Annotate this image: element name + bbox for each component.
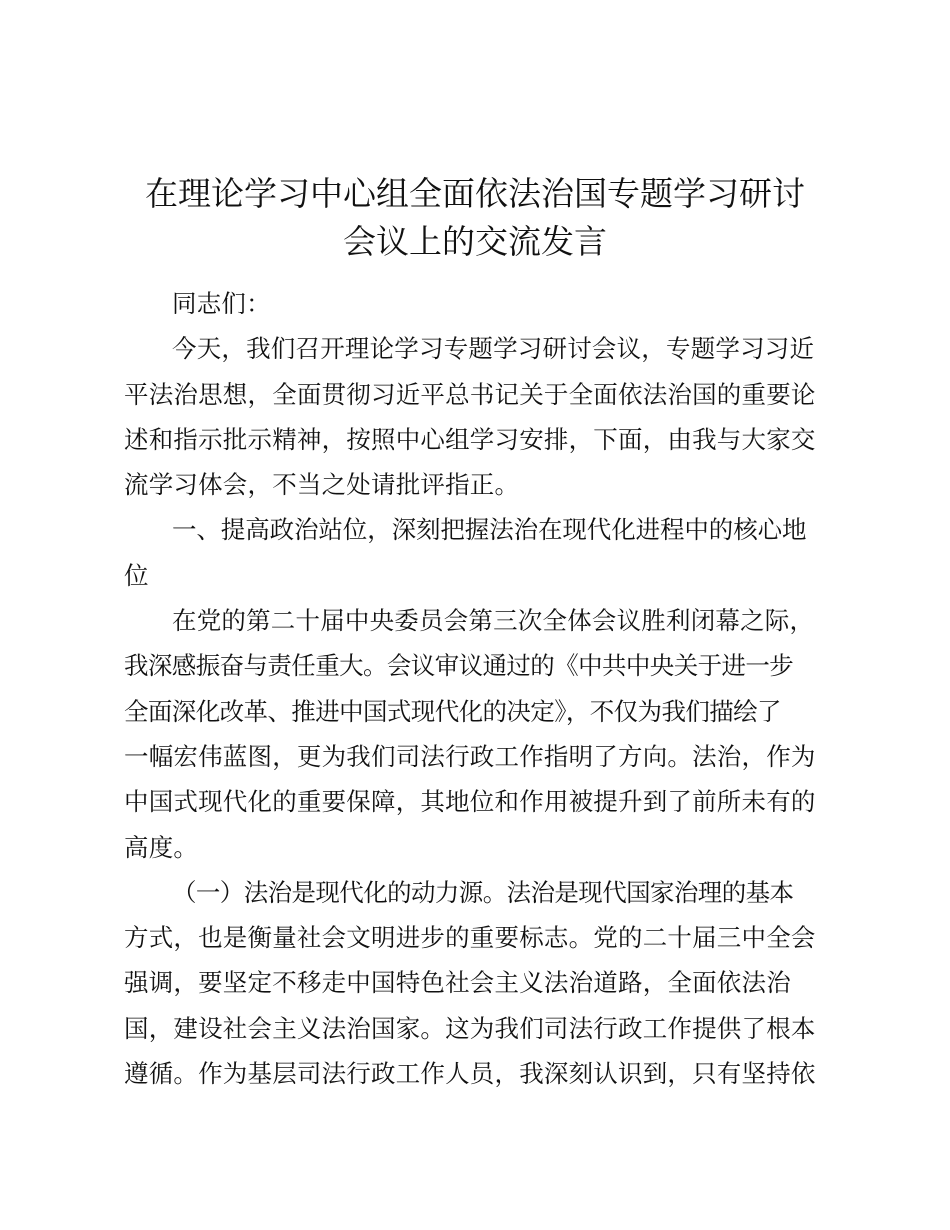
- paragraph-line: 方式，也是衡量社会文明进步的重要标志。党的二十届三中全会: [124, 923, 816, 953]
- paragraph-line: 我深感振奋与责任重大。会议审议通过的《中共中央关于进一步: [124, 651, 794, 681]
- document-title: 在理论学习中心组全面依法治国专题学习研讨: [145, 174, 805, 213]
- paragraph-line: 遵循。作为基层司法行政工作人员，我深刻认识到，只有坚持依: [124, 1059, 816, 1089]
- paragraph-line: 强调，要坚定不移走中国特色社会主义法治道路，全面依法治: [124, 968, 791, 998]
- salutation: 同志们：: [172, 289, 271, 318]
- paragraph-line: 今天，我们召开理论学习专题学习研讨会议，专题学习习近: [172, 334, 815, 364]
- document-title-continued: 会议上的交流发言: [343, 222, 607, 261]
- section-heading-continued: 位: [124, 560, 149, 590]
- paragraph-line: 国，建设社会主义法治国家。这为我们司法行政工作提供了根本: [124, 1013, 816, 1043]
- document-body: [124, 281, 824, 1096]
- paragraph-line: 述和指示批示精神，按照中心组学习安排，下面，由我与大家交: [124, 424, 816, 454]
- section-heading: 一、提高政治站位，深刻把握法治在现代化进程中的核心地: [172, 515, 807, 545]
- paragraph-line: 一幅宏伟蓝图，更为我们司法行政工作指明了方向。法治，作为: [124, 741, 816, 771]
- paragraph-line: 在党的第二十届中央委员会第三次全体会议胜利闭幕之际，: [172, 606, 815, 636]
- paragraph-line: 平法治思想，全面贯彻习近平总书记关于全面依法治国的重要论: [124, 379, 816, 409]
- subsection-heading: （一）法治是现代化的动力源。法治是现代国家治理的基本: [172, 877, 794, 907]
- paragraph-line: 高度。: [124, 832, 199, 862]
- paragraph-line: 中国式现代化的重要保障，其地位和作用被提升到了前所未有的: [124, 787, 816, 817]
- paragraph-line: 流学习体会，不当之处请批评指正。: [124, 470, 520, 500]
- paragraph-line: 全面深化改革、推进中国式现代化的决定》，不仅为我们描绘了: [124, 696, 781, 726]
